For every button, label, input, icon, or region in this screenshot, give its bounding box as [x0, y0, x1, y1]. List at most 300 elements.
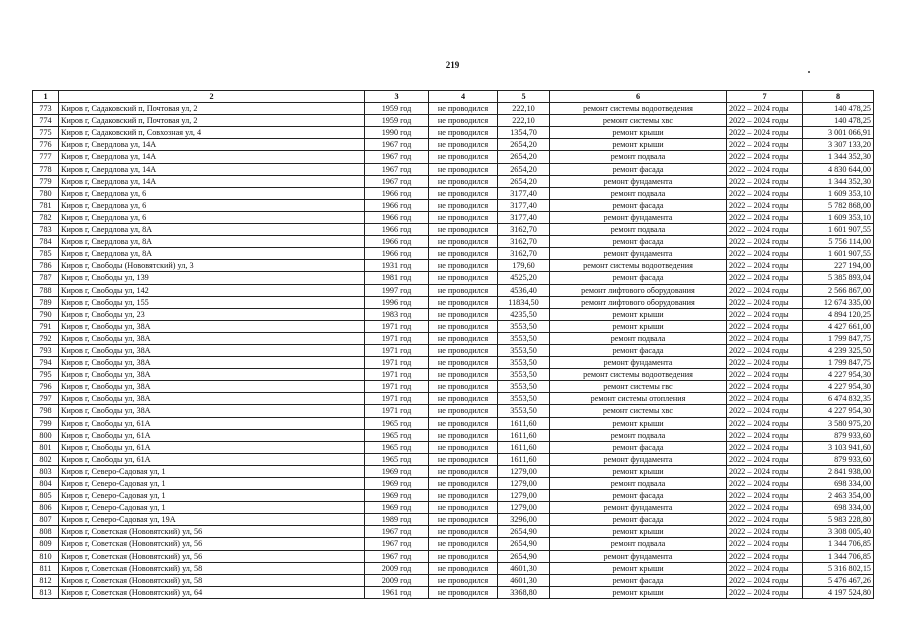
- cell-work-type: ремонт крыши: [550, 586, 727, 598]
- cell-work-type: ремонт системы отопления: [550, 393, 727, 405]
- cell-work-type: ремонт подвала: [550, 187, 727, 199]
- cell-build-year: 1971 год: [365, 344, 429, 356]
- cell-address: Киров г, Свободы ул, 61А: [59, 441, 365, 453]
- table-row: [33, 211, 874, 223]
- cell-area: 1279,00: [498, 478, 550, 490]
- table-row: [33, 115, 874, 127]
- cell-last-repair: не проводился: [429, 478, 498, 490]
- cell-cost: 140 478,25: [803, 103, 874, 115]
- cell-build-year: 1959 год: [365, 115, 429, 127]
- cell-row-number: 790: [33, 308, 59, 320]
- cell-cost: 4 227 954,30: [803, 369, 874, 381]
- cell-build-year: 1983 год: [365, 308, 429, 320]
- cell-cost: 3 103 941,60: [803, 441, 874, 453]
- cell-last-repair: не проводился: [429, 320, 498, 332]
- cell-build-year: 1971 год: [365, 381, 429, 393]
- cell-area: 3177,40: [498, 199, 550, 211]
- cell-row-number: 776: [33, 139, 59, 151]
- header-work-type: 6: [550, 91, 727, 103]
- cell-build-year: 1969 год: [365, 490, 429, 502]
- cell-work-type: ремонт системы хвс: [550, 405, 727, 417]
- cell-area: 2654,20: [498, 163, 550, 175]
- cell-area: 3162,70: [498, 236, 550, 248]
- cell-last-repair: не проводился: [429, 187, 498, 199]
- cell-build-year: 1967 год: [365, 550, 429, 562]
- cell-build-year: 2009 год: [365, 574, 429, 586]
- cell-cost: 12 674 335,00: [803, 296, 874, 308]
- cell-last-repair: не проводился: [429, 248, 498, 260]
- cell-period: 2022 – 2024 годы: [727, 127, 803, 139]
- cell-row-number: 775: [33, 127, 59, 139]
- cell-cost: 5 385 893,04: [803, 272, 874, 284]
- cell-area: 2654,20: [498, 175, 550, 187]
- cell-last-repair: не проводился: [429, 562, 498, 574]
- cell-cost: 2 463 354,00: [803, 490, 874, 502]
- cell-address: Киров г, Свободы ул, 38А: [59, 393, 365, 405]
- cell-work-type: ремонт фасада: [550, 236, 727, 248]
- cell-build-year: 1967 год: [365, 175, 429, 187]
- cell-last-repair: не проводился: [429, 139, 498, 151]
- table-row: [33, 260, 874, 272]
- cell-cost: 3 308 005,40: [803, 526, 874, 538]
- cell-address: Киров г, Советская (Нововятский) ул, 56: [59, 526, 365, 538]
- cell-row-number: 796: [33, 381, 59, 393]
- cell-cost: 5 756 114,00: [803, 236, 874, 248]
- table-row: [33, 586, 874, 598]
- cell-row-number: 813: [33, 586, 59, 598]
- cell-build-year: 1966 год: [365, 248, 429, 260]
- cell-address: Киров г, Свердлова ул, 14А: [59, 139, 365, 151]
- cell-work-type: ремонт подвала: [550, 538, 727, 550]
- cell-area: 2654,90: [498, 526, 550, 538]
- cell-row-number: 804: [33, 478, 59, 490]
- cell-build-year: 1966 год: [365, 199, 429, 211]
- cell-work-type: ремонт фасада: [550, 344, 727, 356]
- table-row: [33, 538, 874, 550]
- table-row: [33, 320, 874, 332]
- cell-cost: 4 830 644,00: [803, 163, 874, 175]
- cell-cost: 3 001 066,91: [803, 127, 874, 139]
- cell-build-year: 1971 год: [365, 393, 429, 405]
- cell-cost: 5 983 228,80: [803, 514, 874, 526]
- cell-cost: 1 609 353,10: [803, 187, 874, 199]
- cell-cost: 1 344 352,30: [803, 175, 874, 187]
- cell-period: 2022 – 2024 годы: [727, 465, 803, 477]
- cell-last-repair: не проводился: [429, 441, 498, 453]
- cell-cost: 5 476 467,26: [803, 574, 874, 586]
- cell-last-repair: не проводился: [429, 332, 498, 344]
- cell-period: 2022 – 2024 годы: [727, 199, 803, 211]
- cell-row-number: 809: [33, 538, 59, 550]
- cell-cost: 1 609 353,10: [803, 211, 874, 223]
- cell-last-repair: не проводился: [429, 175, 498, 187]
- cell-cost: 5 782 868,00: [803, 199, 874, 211]
- table-row: [33, 296, 874, 308]
- cell-last-repair: не проводился: [429, 465, 498, 477]
- cell-row-number: 795: [33, 369, 59, 381]
- header-area: 5: [498, 91, 550, 103]
- cell-build-year: 2009 год: [365, 562, 429, 574]
- cell-period: 2022 – 2024 годы: [727, 344, 803, 356]
- cell-build-year: 1996 год: [365, 296, 429, 308]
- cell-period: 2022 – 2024 годы: [727, 478, 803, 490]
- cell-work-type: ремонт подвала: [550, 332, 727, 344]
- cell-cost: 140 478,25: [803, 115, 874, 127]
- cell-work-type: ремонт фундамента: [550, 357, 727, 369]
- cell-address: Киров г, Свободы ул, 38А: [59, 369, 365, 381]
- cell-address: Киров г, Свободы ул, 38А: [59, 381, 365, 393]
- cell-address: Киров г, Северо-Садовая ул, 1: [59, 502, 365, 514]
- cell-period: 2022 – 2024 годы: [727, 562, 803, 574]
- cell-area: 2654,20: [498, 151, 550, 163]
- header-address: 2: [59, 91, 365, 103]
- cell-last-repair: не проводился: [429, 308, 498, 320]
- cell-last-repair: не проводился: [429, 538, 498, 550]
- cell-row-number: 798: [33, 405, 59, 417]
- cell-period: 2022 – 2024 годы: [727, 284, 803, 296]
- cell-work-type: ремонт фасада: [550, 574, 727, 586]
- cell-build-year: 1965 год: [365, 453, 429, 465]
- table-row: [33, 175, 874, 187]
- cell-area: 1354,70: [498, 127, 550, 139]
- cell-row-number: 810: [33, 550, 59, 562]
- cell-address: Киров г, Свободы ул, 38А: [59, 357, 365, 369]
- cell-address: Киров г, Садаковский п, Почтовая ул, 2: [59, 115, 365, 127]
- cell-last-repair: не проводился: [429, 344, 498, 356]
- cell-address: Киров г, Свободы ул, 61А: [59, 417, 365, 429]
- cell-build-year: 1966 год: [365, 211, 429, 223]
- cell-row-number: 774: [33, 115, 59, 127]
- cell-cost: 3 307 133,20: [803, 139, 874, 151]
- cell-last-repair: не проводился: [429, 586, 498, 598]
- cell-last-repair: не проводился: [429, 393, 498, 405]
- cell-last-repair: не проводился: [429, 296, 498, 308]
- cell-row-number: 801: [33, 441, 59, 453]
- cell-work-type: ремонт крыши: [550, 139, 727, 151]
- cell-row-number: 785: [33, 248, 59, 260]
- cell-row-number: 794: [33, 357, 59, 369]
- cell-period: 2022 – 2024 годы: [727, 574, 803, 586]
- cell-cost: 698 334,00: [803, 478, 874, 490]
- cell-address: Киров г, Свердлова ул, 14А: [59, 151, 365, 163]
- cell-area: 3553,50: [498, 357, 550, 369]
- cell-address: Киров г, Свердлова ул, 6: [59, 211, 365, 223]
- table-row: [33, 490, 874, 502]
- cell-last-repair: не проводился: [429, 211, 498, 223]
- cell-area: 3553,50: [498, 332, 550, 344]
- cell-period: 2022 – 2024 годы: [727, 332, 803, 344]
- cell-address: Киров г, Свободы ул, 61А: [59, 429, 365, 441]
- cell-address: Киров г, Свердлова ул, 14А: [59, 163, 365, 175]
- cell-address: Киров г, Свободы ул, 23: [59, 308, 365, 320]
- table-row: [33, 429, 874, 441]
- table-row: [33, 357, 874, 369]
- table-row: [33, 465, 874, 477]
- cell-row-number: 780: [33, 187, 59, 199]
- table-row: [33, 502, 874, 514]
- cell-area: 4525,20: [498, 272, 550, 284]
- cell-cost: 879 933,60: [803, 429, 874, 441]
- cell-area: 2654,20: [498, 139, 550, 151]
- cell-row-number: 783: [33, 224, 59, 236]
- cell-cost: 1 601 907,55: [803, 224, 874, 236]
- cell-area: 3553,50: [498, 381, 550, 393]
- cell-period: 2022 – 2024 годы: [727, 260, 803, 272]
- cell-period: 2022 – 2024 годы: [727, 308, 803, 320]
- cell-period: 2022 – 2024 годы: [727, 357, 803, 369]
- cell-row-number: 797: [33, 393, 59, 405]
- cell-area: 1611,60: [498, 441, 550, 453]
- table-row: [33, 514, 874, 526]
- cell-work-type: ремонт фасада: [550, 272, 727, 284]
- cell-build-year: 1990 год: [365, 127, 429, 139]
- cell-cost: 5 316 802,15: [803, 562, 874, 574]
- page-number: 219: [445, 60, 460, 70]
- cell-address: Киров г, Свободы ул, 142: [59, 284, 365, 296]
- cell-work-type: ремонт фундамента: [550, 550, 727, 562]
- cell-area: 2654,90: [498, 550, 550, 562]
- cell-last-repair: не проводился: [429, 381, 498, 393]
- cell-period: 2022 – 2024 годы: [727, 224, 803, 236]
- table-row: [33, 236, 874, 248]
- cell-last-repair: не проводился: [429, 417, 498, 429]
- cell-period: 2022 – 2024 годы: [727, 175, 803, 187]
- cell-build-year: 1966 год: [365, 236, 429, 248]
- table-row: [33, 139, 874, 151]
- cell-row-number: 788: [33, 284, 59, 296]
- cell-row-number: 812: [33, 574, 59, 586]
- cell-work-type: ремонт подвала: [550, 478, 727, 490]
- cell-last-repair: не проводился: [429, 199, 498, 211]
- cell-work-type: ремонт фундамента: [550, 453, 727, 465]
- cell-period: 2022 – 2024 годы: [727, 236, 803, 248]
- cell-row-number: 782: [33, 211, 59, 223]
- cell-address: Киров г, Свободы ул, 38А: [59, 344, 365, 356]
- cell-area: 3162,70: [498, 248, 550, 260]
- cell-address: Киров г, Свердлова ул, 8А: [59, 248, 365, 260]
- cell-build-year: 1961 год: [365, 586, 429, 598]
- cell-address: Киров г, Свободы ул, 38А: [59, 332, 365, 344]
- cell-period: 2022 – 2024 годы: [727, 441, 803, 453]
- cell-cost: 1 344 706,85: [803, 538, 874, 550]
- cell-build-year: 1989 год: [365, 514, 429, 526]
- cell-last-repair: не проводился: [429, 151, 498, 163]
- cell-area: 4601,30: [498, 574, 550, 586]
- cell-row-number: 807: [33, 514, 59, 526]
- cell-area: 3553,50: [498, 369, 550, 381]
- cell-last-repair: не проводился: [429, 357, 498, 369]
- cell-address: Киров г, Свердлова ул, 6: [59, 199, 365, 211]
- cell-work-type: ремонт крыши: [550, 417, 727, 429]
- cell-area: 3553,50: [498, 320, 550, 332]
- cell-row-number: 779: [33, 175, 59, 187]
- cell-area: 3177,40: [498, 187, 550, 199]
- table-row: [33, 550, 874, 562]
- table-row: [33, 369, 874, 381]
- cell-row-number: 786: [33, 260, 59, 272]
- cell-area: 3162,70: [498, 224, 550, 236]
- header-build-year: 3: [365, 91, 429, 103]
- cell-row-number: 799: [33, 417, 59, 429]
- header-period: 7: [727, 91, 803, 103]
- table-row: [33, 417, 874, 429]
- cell-area: 3553,50: [498, 344, 550, 356]
- cell-address: Киров г, Свободы ул, 38А: [59, 405, 365, 417]
- cell-row-number: 778: [33, 163, 59, 175]
- cell-last-repair: не проводился: [429, 526, 498, 538]
- cell-period: 2022 – 2024 годы: [727, 115, 803, 127]
- cell-address: Киров г, Свободы ул, 38А: [59, 320, 365, 332]
- cell-period: 2022 – 2024 годы: [727, 526, 803, 538]
- cell-work-type: ремонт фундамента: [550, 175, 727, 187]
- cell-area: 3296,00: [498, 514, 550, 526]
- cell-cost: 4 227 954,30: [803, 381, 874, 393]
- cell-address: Киров г, Советская (Нововятский) ул, 56: [59, 550, 365, 562]
- cell-work-type: ремонт фасада: [550, 490, 727, 502]
- cell-area: 1611,60: [498, 417, 550, 429]
- cell-period: 2022 – 2024 годы: [727, 103, 803, 115]
- cell-period: 2022 – 2024 годы: [727, 502, 803, 514]
- cell-row-number: 806: [33, 502, 59, 514]
- cell-work-type: ремонт системы гвс: [550, 381, 727, 393]
- cell-area: 4235,50: [498, 308, 550, 320]
- table-row: [33, 103, 874, 115]
- cell-row-number: 802: [33, 453, 59, 465]
- cell-cost: 3 580 975,20: [803, 417, 874, 429]
- cell-period: 2022 – 2024 годы: [727, 139, 803, 151]
- cell-build-year: 1967 год: [365, 139, 429, 151]
- cell-period: 2022 – 2024 годы: [727, 296, 803, 308]
- table-row: [33, 562, 874, 574]
- cell-build-year: 1971 год: [365, 357, 429, 369]
- cell-work-type: ремонт фундамента: [550, 248, 727, 260]
- cell-last-repair: не проводился: [429, 272, 498, 284]
- cell-row-number: 773: [33, 103, 59, 115]
- cell-row-number: 777: [33, 151, 59, 163]
- housing-repair-table: [32, 90, 874, 599]
- cell-row-number: 803: [33, 465, 59, 477]
- cell-build-year: 1969 год: [365, 465, 429, 477]
- cell-last-repair: не проводился: [429, 163, 498, 175]
- cell-cost: 2 566 867,00: [803, 284, 874, 296]
- table-row: [33, 151, 874, 163]
- cell-build-year: 1969 год: [365, 478, 429, 490]
- table-row: [33, 344, 874, 356]
- cell-work-type: ремонт фасада: [550, 441, 727, 453]
- cell-period: 2022 – 2024 годы: [727, 429, 803, 441]
- cell-period: 2022 – 2024 годы: [727, 320, 803, 332]
- cell-area: 3177,40: [498, 211, 550, 223]
- cell-build-year: 1981 год: [365, 272, 429, 284]
- cell-build-year: 1967 год: [365, 151, 429, 163]
- cell-last-repair: не проводился: [429, 453, 498, 465]
- cell-area: 1611,60: [498, 429, 550, 441]
- table-row: [33, 308, 874, 320]
- cell-last-repair: не проводился: [429, 490, 498, 502]
- table-row: [33, 163, 874, 175]
- cell-work-type: ремонт лифтового оборудования: [550, 284, 727, 296]
- table-row: [33, 272, 874, 284]
- cell-period: 2022 – 2024 годы: [727, 248, 803, 260]
- cell-address: Киров г, Северо-Садовая ул, 1: [59, 490, 365, 502]
- cell-period: 2022 – 2024 годы: [727, 405, 803, 417]
- cell-area: 11834,50: [498, 296, 550, 308]
- table-row: [33, 284, 874, 296]
- cell-work-type: ремонт фасада: [550, 199, 727, 211]
- table-row: [33, 127, 874, 139]
- cell-address: Киров г, Северо-Садовая ул, 1: [59, 465, 365, 477]
- cell-address: Киров г, Садаковский п, Совхозная ул, 4: [59, 127, 365, 139]
- cell-area: 2654,90: [498, 538, 550, 550]
- cell-cost: 6 474 832,35: [803, 393, 874, 405]
- cell-build-year: 1969 год: [365, 502, 429, 514]
- cell-cost: 227 194,00: [803, 260, 874, 272]
- cell-cost: 2 841 938,00: [803, 465, 874, 477]
- cell-row-number: 784: [33, 236, 59, 248]
- cell-row-number: 781: [33, 199, 59, 211]
- cell-address: Киров г, Свободы ул, 139: [59, 272, 365, 284]
- cell-address: Киров г, Советская (Нововятский) ул, 58: [59, 574, 365, 586]
- cell-period: 2022 – 2024 годы: [727, 586, 803, 598]
- table-row: [33, 441, 874, 453]
- cell-address: Киров г, Свердлова ул, 14А: [59, 175, 365, 187]
- cell-area: 222,10: [498, 115, 550, 127]
- cell-build-year: 1966 год: [365, 187, 429, 199]
- cell-address: Киров г, Свердлова ул, 8А: [59, 236, 365, 248]
- cell-work-type: ремонт подвала: [550, 151, 727, 163]
- cell-work-type: ремонт системы водоотведения: [550, 260, 727, 272]
- cell-row-number: 811: [33, 562, 59, 574]
- cell-row-number: 791: [33, 320, 59, 332]
- cell-period: 2022 – 2024 годы: [727, 514, 803, 526]
- cell-last-repair: не проводился: [429, 550, 498, 562]
- cell-last-repair: не проводился: [429, 369, 498, 381]
- cell-work-type: ремонт системы водоотведения: [550, 103, 727, 115]
- cell-row-number: 793: [33, 344, 59, 356]
- cell-area: 1279,00: [498, 490, 550, 502]
- cell-area: 179,60: [498, 260, 550, 272]
- table-row: [33, 381, 874, 393]
- cell-period: 2022 – 2024 годы: [727, 453, 803, 465]
- cell-address: Киров г, Советская (Нововятский) ул, 56: [59, 538, 365, 550]
- cell-area: 1279,00: [498, 502, 550, 514]
- cell-address: Киров г, Свердлова ул, 6: [59, 187, 365, 199]
- cell-area: 3553,50: [498, 405, 550, 417]
- cell-build-year: 1931 год: [365, 260, 429, 272]
- cell-period: 2022 – 2024 годы: [727, 381, 803, 393]
- cell-last-repair: не проводился: [429, 224, 498, 236]
- table-row: [33, 478, 874, 490]
- table-row: [33, 248, 874, 260]
- cell-row-number: 787: [33, 272, 59, 284]
- cell-last-repair: не проводился: [429, 429, 498, 441]
- cell-build-year: 1971 год: [365, 332, 429, 344]
- cell-area: 222,10: [498, 103, 550, 115]
- header-last-repair: 4: [429, 91, 498, 103]
- table-row: [33, 526, 874, 538]
- cell-period: 2022 – 2024 годы: [727, 369, 803, 381]
- cell-cost: 698 334,00: [803, 502, 874, 514]
- table-row: [33, 393, 874, 405]
- cell-last-repair: не проводился: [429, 405, 498, 417]
- cell-last-repair: не проводился: [429, 574, 498, 586]
- cell-address: Киров г, Свердлова ул, 8А: [59, 224, 365, 236]
- cell-build-year: 1966 год: [365, 224, 429, 236]
- cell-period: 2022 – 2024 годы: [727, 417, 803, 429]
- cell-period: 2022 – 2024 годы: [727, 272, 803, 284]
- cell-work-type: ремонт лифтового оборудования: [550, 296, 727, 308]
- cell-work-type: ремонт системы хвс: [550, 115, 727, 127]
